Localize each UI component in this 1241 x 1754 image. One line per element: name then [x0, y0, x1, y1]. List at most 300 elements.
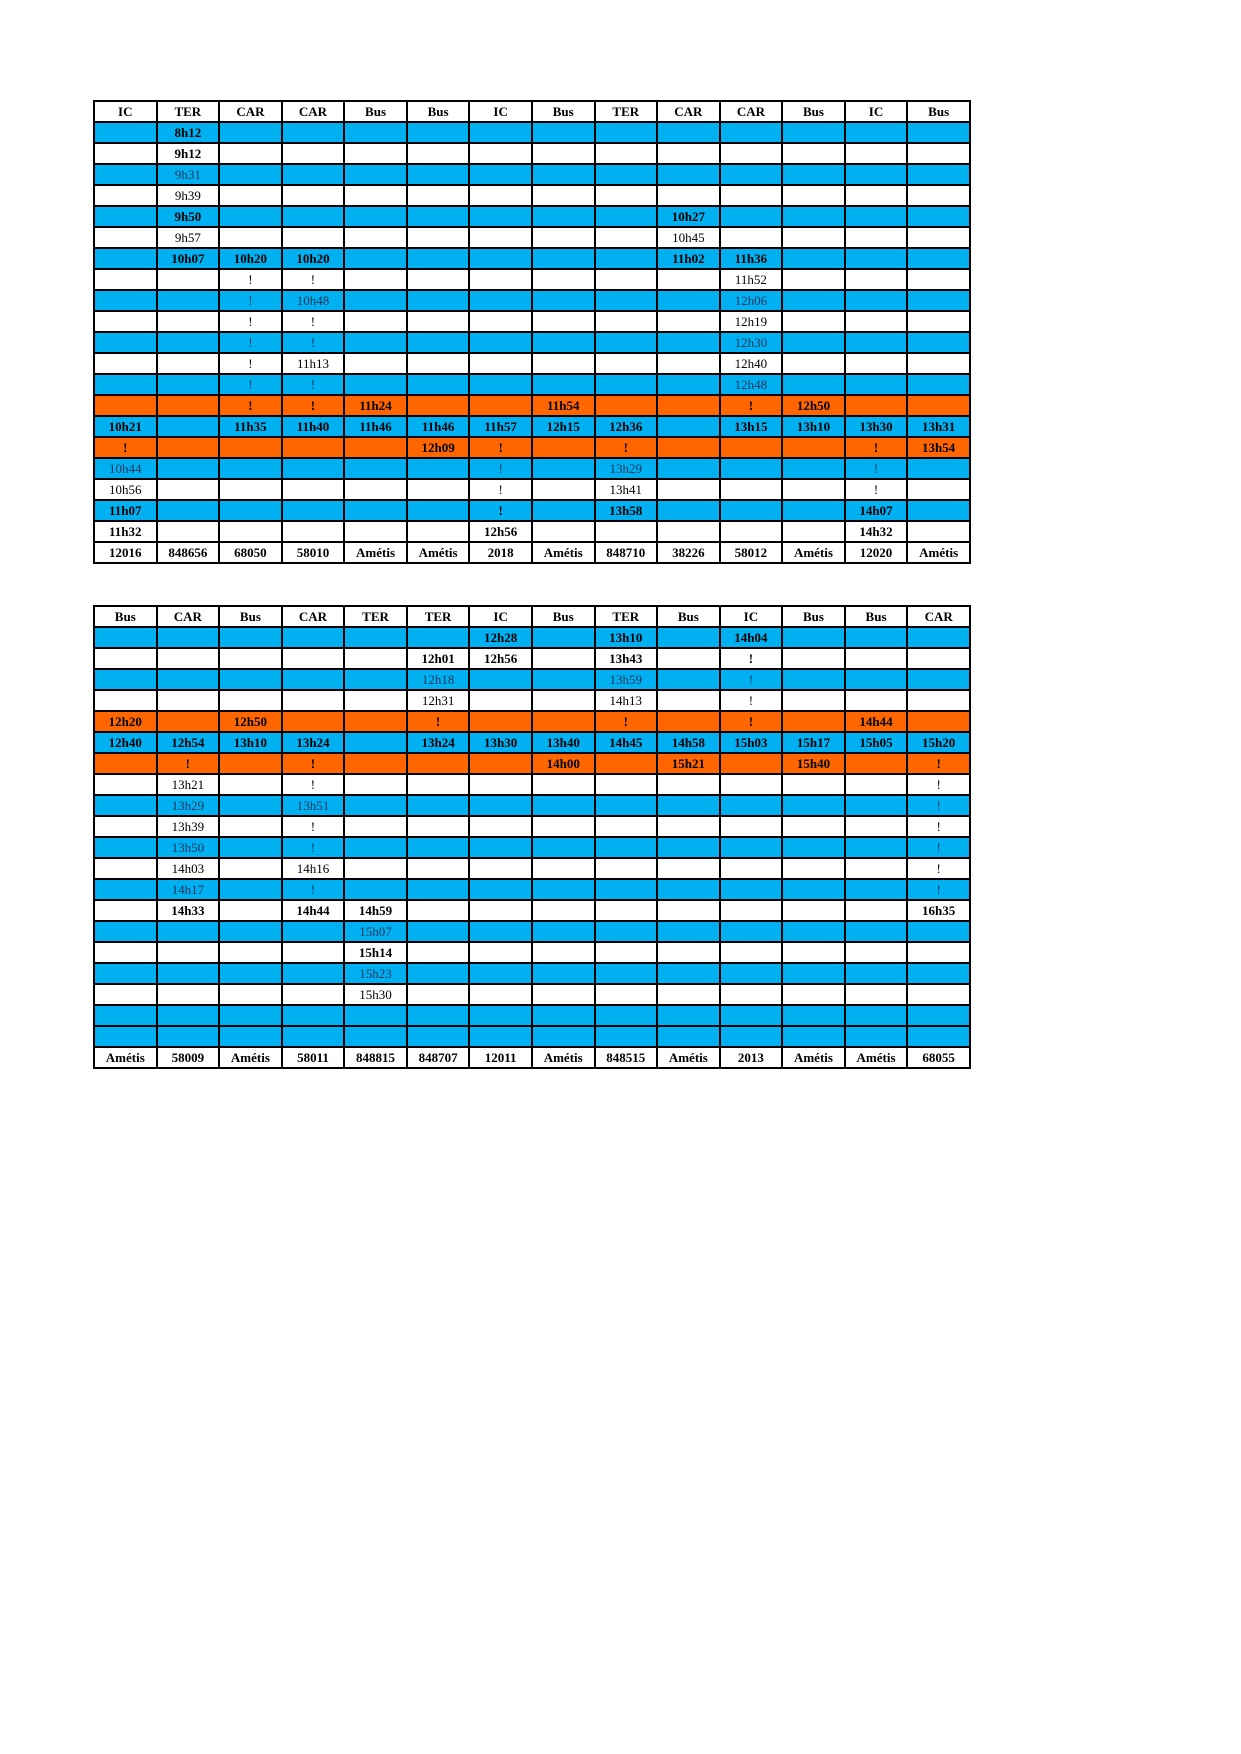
time-cell — [782, 1026, 845, 1047]
time-cell — [469, 669, 532, 690]
time-cell — [595, 879, 658, 900]
time-cell — [219, 479, 282, 500]
time-cell — [657, 290, 720, 311]
column-header: TER — [157, 101, 220, 122]
time-cell — [469, 269, 532, 290]
time-cell — [344, 795, 407, 816]
time-cell — [94, 227, 157, 248]
time-cell: ! — [845, 458, 908, 479]
time-cell: ! — [282, 311, 345, 332]
time-cell — [532, 669, 595, 690]
time-cell: ! — [219, 311, 282, 332]
time-cell — [219, 206, 282, 227]
time-cell — [282, 227, 345, 248]
time-cell: 12h54 — [157, 732, 220, 753]
time-cell: ! — [845, 437, 908, 458]
time-cell — [532, 227, 595, 248]
time-cell — [407, 290, 470, 311]
column-header: CAR — [282, 101, 345, 122]
column-header: Bus — [532, 606, 595, 627]
time-cell — [344, 1005, 407, 1026]
time-cell — [469, 143, 532, 164]
time-cell: 13h10 — [782, 416, 845, 437]
time-cell — [157, 1026, 220, 1047]
time-cell: ! — [907, 816, 970, 837]
time-cell — [407, 879, 470, 900]
time-cell — [907, 164, 970, 185]
time-cell: 12h31 — [407, 690, 470, 711]
time-cell: ! — [282, 395, 345, 416]
time-cell — [469, 332, 532, 353]
table-row — [94, 311, 970, 332]
time-cell — [469, 816, 532, 837]
time-cell — [282, 458, 345, 479]
time-cell: 15h03 — [720, 732, 783, 753]
time-cell — [657, 500, 720, 521]
time-cell — [907, 290, 970, 311]
time-cell — [907, 984, 970, 1005]
time-cell: 11h07 — [94, 500, 157, 521]
time-cell — [94, 185, 157, 206]
time-cell — [157, 521, 220, 542]
time-cell — [782, 963, 845, 984]
time-cell — [94, 627, 157, 648]
time-cell — [219, 122, 282, 143]
time-cell — [720, 942, 783, 963]
time-cell: ! — [595, 437, 658, 458]
time-cell — [469, 122, 532, 143]
time-cell — [845, 1005, 908, 1026]
time-cell — [595, 858, 658, 879]
time-cell — [157, 479, 220, 500]
time-cell: 12h06 — [720, 290, 783, 311]
time-cell — [595, 816, 658, 837]
table-row — [94, 479, 970, 500]
column-header: Bus — [219, 606, 282, 627]
time-cell: 13h41 — [595, 479, 658, 500]
time-cell — [845, 858, 908, 879]
time-cell: ! — [469, 437, 532, 458]
time-cell — [657, 521, 720, 542]
column-header: IC — [469, 606, 532, 627]
time-cell — [782, 164, 845, 185]
time-cell: 14h33 — [157, 900, 220, 921]
time-cell — [657, 458, 720, 479]
time-cell — [157, 269, 220, 290]
time-cell: 12h18 — [407, 669, 470, 690]
time-cell — [344, 1026, 407, 1047]
column-header: IC — [720, 606, 783, 627]
time-cell: 11h46 — [344, 416, 407, 437]
time-cell — [907, 479, 970, 500]
time-cell — [344, 206, 407, 227]
time-cell: 15h07 — [344, 921, 407, 942]
time-cell — [157, 942, 220, 963]
time-cell: 12h50 — [219, 711, 282, 732]
time-cell: 58009 — [157, 1047, 220, 1068]
column-header: TER — [344, 606, 407, 627]
time-cell: ! — [845, 479, 908, 500]
column-header: Bus — [907, 101, 970, 122]
time-cell: 12h20 — [94, 711, 157, 732]
time-cell: Amétis — [344, 542, 407, 563]
time-cell: ! — [469, 500, 532, 521]
time-cell: 848710 — [595, 542, 658, 563]
time-cell — [282, 711, 345, 732]
time-cell — [595, 837, 658, 858]
time-cell — [469, 774, 532, 795]
time-cell — [595, 206, 658, 227]
time-cell — [532, 122, 595, 143]
column-header: Bus — [407, 101, 470, 122]
time-cell — [532, 942, 595, 963]
time-cell — [407, 921, 470, 942]
time-cell: ! — [469, 458, 532, 479]
time-cell — [657, 879, 720, 900]
time-cell — [94, 900, 157, 921]
time-cell — [657, 1005, 720, 1026]
time-cell: 11h24 — [344, 395, 407, 416]
time-cell: 11h40 — [282, 416, 345, 437]
time-cell: ! — [219, 269, 282, 290]
time-cell — [532, 879, 595, 900]
time-cell — [344, 879, 407, 900]
time-cell — [344, 732, 407, 753]
time-cell — [219, 458, 282, 479]
time-cell — [219, 1026, 282, 1047]
time-cell — [407, 816, 470, 837]
time-cell — [657, 942, 720, 963]
time-cell: ! — [282, 816, 345, 837]
table-row — [94, 732, 970, 753]
time-cell: 10h07 — [157, 248, 220, 269]
time-cell — [407, 479, 470, 500]
time-cell — [94, 311, 157, 332]
time-cell: 10h27 — [657, 206, 720, 227]
time-cell — [782, 921, 845, 942]
time-cell — [407, 1026, 470, 1047]
time-cell: 11h02 — [657, 248, 720, 269]
time-cell — [469, 206, 532, 227]
time-cell — [532, 984, 595, 1005]
time-cell — [657, 416, 720, 437]
time-cell — [157, 921, 220, 942]
time-cell — [532, 437, 595, 458]
time-cell — [907, 963, 970, 984]
time-cell: 14h07 — [845, 500, 908, 521]
time-cell — [657, 332, 720, 353]
time-cell — [344, 437, 407, 458]
time-cell — [845, 774, 908, 795]
column-header: IC — [845, 101, 908, 122]
time-cell: 12h28 — [469, 627, 532, 648]
time-cell: ! — [219, 290, 282, 311]
column-header: TER — [595, 606, 658, 627]
time-cell — [782, 206, 845, 227]
time-cell — [657, 690, 720, 711]
time-cell: ! — [720, 711, 783, 732]
time-cell — [782, 837, 845, 858]
time-cell — [907, 332, 970, 353]
time-cell: 14h16 — [282, 858, 345, 879]
table-row — [94, 690, 970, 711]
time-cell — [720, 984, 783, 1005]
time-cell — [407, 164, 470, 185]
time-cell — [407, 837, 470, 858]
time-cell — [595, 227, 658, 248]
time-cell — [595, 795, 658, 816]
table-row — [94, 1026, 970, 1047]
time-cell — [845, 269, 908, 290]
time-cell: 15h40 — [782, 753, 845, 774]
time-cell — [469, 984, 532, 1005]
table-row — [94, 648, 970, 669]
time-cell — [782, 437, 845, 458]
time-cell: 9h12 — [157, 143, 220, 164]
time-cell: 9h50 — [157, 206, 220, 227]
time-cell: 13h58 — [595, 500, 658, 521]
time-cell — [94, 795, 157, 816]
time-cell: 8h12 — [157, 122, 220, 143]
time-cell — [94, 1005, 157, 1026]
time-cell: 13h31 — [907, 416, 970, 437]
time-cell — [532, 648, 595, 669]
time-cell: 9h57 — [157, 227, 220, 248]
time-cell — [907, 669, 970, 690]
time-cell — [720, 1005, 783, 1026]
table-row — [94, 942, 970, 963]
time-cell: 11h32 — [94, 521, 157, 542]
timetable-afternoon — [93, 605, 971, 1069]
time-cell — [782, 984, 845, 1005]
time-cell — [532, 458, 595, 479]
time-cell — [782, 774, 845, 795]
table-row — [94, 374, 970, 395]
time-cell — [595, 122, 658, 143]
time-cell: 2018 — [469, 542, 532, 563]
time-cell — [782, 669, 845, 690]
time-cell — [282, 1005, 345, 1026]
time-cell: ! — [469, 479, 532, 500]
time-cell — [532, 816, 595, 837]
time-cell — [782, 122, 845, 143]
time-cell — [845, 795, 908, 816]
time-cell — [532, 311, 595, 332]
time-cell: 13h30 — [469, 732, 532, 753]
table-row — [94, 185, 970, 206]
time-cell — [720, 753, 783, 774]
table-row — [94, 227, 970, 248]
time-cell — [657, 774, 720, 795]
table-row — [94, 753, 970, 774]
time-cell — [595, 164, 658, 185]
time-cell — [907, 921, 970, 942]
time-cell — [157, 963, 220, 984]
time-cell — [469, 858, 532, 879]
time-cell — [94, 374, 157, 395]
time-cell — [94, 248, 157, 269]
time-cell — [344, 500, 407, 521]
time-cell — [532, 353, 595, 374]
time-cell — [344, 753, 407, 774]
time-cell: Amétis — [532, 1047, 595, 1068]
time-cell — [94, 206, 157, 227]
time-cell — [532, 1005, 595, 1026]
time-cell — [907, 143, 970, 164]
time-cell — [907, 122, 970, 143]
column-header: Bus — [782, 606, 845, 627]
time-cell — [657, 627, 720, 648]
time-cell — [219, 227, 282, 248]
time-cell — [344, 269, 407, 290]
time-cell — [407, 984, 470, 1005]
time-cell — [344, 479, 407, 500]
time-cell — [782, 374, 845, 395]
time-cell: ! — [907, 774, 970, 795]
time-cell: Amétis — [782, 1047, 845, 1068]
time-cell: 13h24 — [282, 732, 345, 753]
time-cell: 12h01 — [407, 648, 470, 669]
time-cell: 13h10 — [219, 732, 282, 753]
time-cell — [595, 984, 658, 1005]
time-cell — [219, 921, 282, 942]
time-cell — [157, 290, 220, 311]
time-cell — [845, 122, 908, 143]
time-cell: 11h13 — [282, 353, 345, 374]
time-cell — [782, 248, 845, 269]
time-cell — [407, 795, 470, 816]
time-cell — [157, 353, 220, 374]
time-cell — [907, 1005, 970, 1026]
time-cell — [845, 900, 908, 921]
time-cell — [907, 458, 970, 479]
table-row — [94, 416, 970, 437]
time-cell — [782, 479, 845, 500]
time-cell: ! — [407, 711, 470, 732]
table-row — [94, 458, 970, 479]
time-cell — [782, 353, 845, 374]
time-cell — [282, 669, 345, 690]
time-cell — [845, 311, 908, 332]
time-cell — [782, 227, 845, 248]
time-cell: Amétis — [845, 1047, 908, 1068]
time-cell: 12h40 — [94, 732, 157, 753]
timetable-morning — [93, 100, 971, 564]
time-cell: 13h50 — [157, 837, 220, 858]
time-cell — [282, 437, 345, 458]
table-row — [94, 627, 970, 648]
time-cell — [782, 627, 845, 648]
time-cell — [469, 690, 532, 711]
time-cell: 11h36 — [720, 248, 783, 269]
table-row — [94, 963, 970, 984]
time-cell: 12h09 — [407, 437, 470, 458]
table-row — [94, 1005, 970, 1026]
time-cell — [532, 185, 595, 206]
time-cell — [94, 984, 157, 1005]
time-cell — [845, 984, 908, 1005]
time-cell — [595, 1026, 658, 1047]
time-cell — [469, 227, 532, 248]
time-cell — [344, 248, 407, 269]
time-cell — [282, 206, 345, 227]
time-cell — [407, 122, 470, 143]
time-cell — [219, 1005, 282, 1026]
time-cell — [845, 185, 908, 206]
time-cell — [595, 353, 658, 374]
time-cell — [532, 290, 595, 311]
time-cell — [845, 395, 908, 416]
time-cell — [219, 795, 282, 816]
time-cell: 13h51 — [282, 795, 345, 816]
time-cell — [219, 879, 282, 900]
time-cell — [782, 795, 845, 816]
time-cell — [782, 942, 845, 963]
column-header: IC — [94, 101, 157, 122]
column-header: CAR — [219, 101, 282, 122]
table-row — [94, 395, 970, 416]
column-header: Bus — [94, 606, 157, 627]
time-cell — [94, 690, 157, 711]
time-cell: ! — [219, 395, 282, 416]
timetable-afternoon-body — [94, 627, 970, 1068]
time-cell — [407, 942, 470, 963]
time-cell — [595, 963, 658, 984]
time-cell — [344, 837, 407, 858]
time-cell — [282, 164, 345, 185]
time-cell — [532, 332, 595, 353]
time-cell: 68055 — [907, 1047, 970, 1068]
time-cell — [657, 711, 720, 732]
time-cell — [657, 122, 720, 143]
time-cell — [157, 648, 220, 669]
time-cell — [469, 879, 532, 900]
time-cell — [157, 1005, 220, 1026]
time-cell: 848815 — [344, 1047, 407, 1068]
time-cell — [282, 648, 345, 669]
time-cell — [907, 374, 970, 395]
time-cell: ! — [219, 332, 282, 353]
time-cell — [282, 521, 345, 542]
time-cell — [907, 627, 970, 648]
time-cell: 2013 — [720, 1047, 783, 1068]
time-cell — [845, 648, 908, 669]
time-cell — [94, 753, 157, 774]
time-cell — [720, 963, 783, 984]
time-cell — [595, 185, 658, 206]
time-cell — [407, 206, 470, 227]
time-cell: 9h31 — [157, 164, 220, 185]
time-cell — [907, 206, 970, 227]
time-cell — [845, 963, 908, 984]
time-cell — [344, 690, 407, 711]
time-cell — [157, 711, 220, 732]
time-cell — [282, 479, 345, 500]
time-cell — [157, 374, 220, 395]
time-cell — [282, 690, 345, 711]
time-cell — [782, 185, 845, 206]
time-cell — [782, 332, 845, 353]
time-cell — [469, 942, 532, 963]
time-cell — [407, 500, 470, 521]
time-cell: 12h50 — [782, 395, 845, 416]
time-cell — [845, 164, 908, 185]
time-cell: ! — [907, 858, 970, 879]
time-cell — [94, 164, 157, 185]
time-cell: 11h46 — [407, 416, 470, 437]
time-cell — [720, 879, 783, 900]
time-cell — [94, 395, 157, 416]
